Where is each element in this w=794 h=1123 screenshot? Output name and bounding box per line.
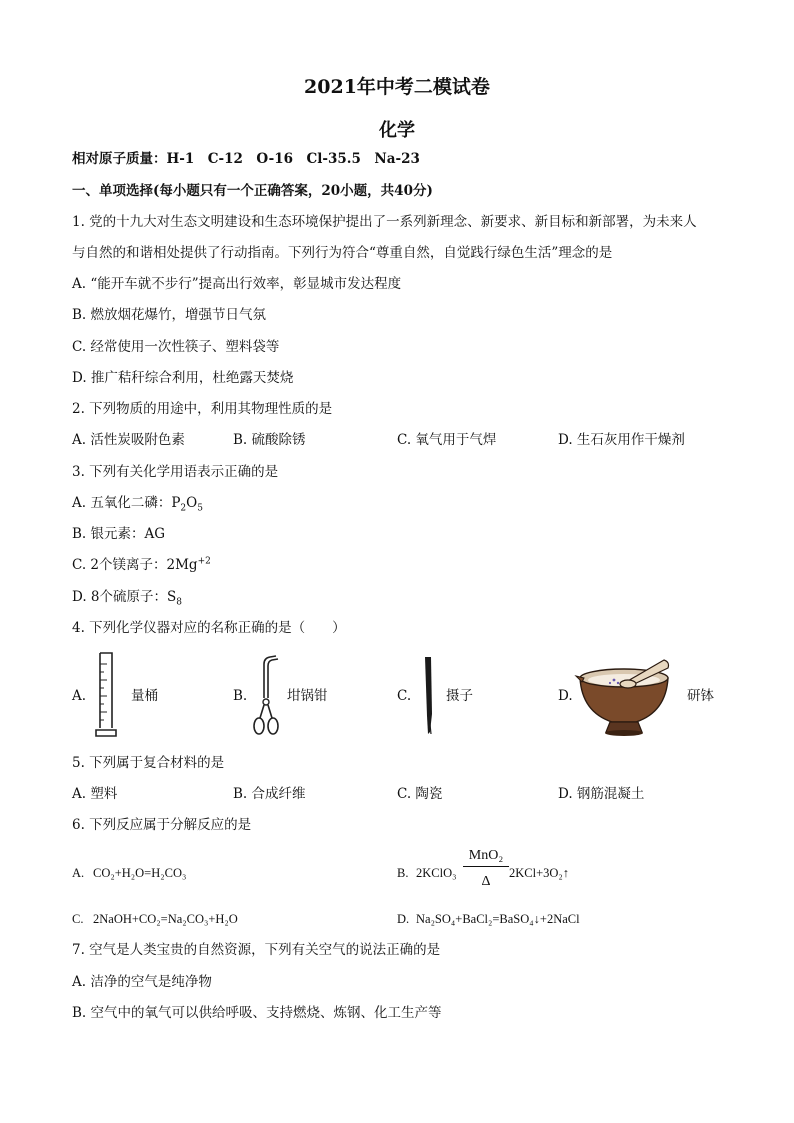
q2-option-d: D. 生石灰用作干燥剂: [558, 432, 685, 448]
q1-stem-line1: 1. 党的十九大对生态文明建设和生态环境保护提出了一系列新理念、新要求、新目标和新部署，为未来人: [72, 214, 697, 230]
q2-option-b: B. 硫酸除锈: [233, 432, 306, 448]
q4-option-b-name: 坩锅钳: [287, 688, 328, 704]
crucible-tongs-icon: [250, 654, 282, 738]
q6-option-b-reactant: 2KClO₃: [416, 866, 457, 880]
q5-option-d: D. 钢筋混凝土: [558, 786, 645, 802]
q3-option-c: C. 2个镁离子：$2Mg^{+2}$: [72, 556, 211, 573]
q6-option-b-arrow-line: [463, 866, 509, 867]
q1-option-b: B. 燃放烟花爆竹，增强节日气氛: [72, 307, 267, 323]
q7-stem: 7. 空气是人类宝贵的自然资源，下列有关空气的说法正确的是: [72, 942, 441, 958]
q1-option-a: A. “能开车就不步行”提高出行效率，彰显城市发达程度: [72, 276, 402, 292]
q6-option-b-label: B.: [397, 866, 409, 880]
q6-option-c-equation: 2NaOH+CO₂=Na₂CO₃+H₂O: [93, 912, 238, 926]
q2-option-a: A. 活性炭吸附色素: [72, 432, 185, 448]
q7-option-a: A. 洁净的空气是纯净物: [72, 974, 212, 990]
q3-option-a: A. 五氧化二磷：$P_2O_5$: [72, 495, 203, 514]
q7-option-b: B. 空气中的氧气可以供给呼吸、支持燃烧、炼钢、化工生产等: [72, 1005, 442, 1021]
q1-option-d: D. 推广秸秆综合利用，杜绝露天焚烧: [72, 370, 294, 386]
q2-stem: 2. 下列物质的用途中，利用其物理性质的是: [72, 401, 333, 417]
q5-option-b: B. 合成纤维: [233, 786, 306, 802]
q5-option-a: A. 塑料: [72, 786, 118, 802]
q6-option-b-catalyst: MnO₂: [468, 848, 504, 863]
q3-option-d: D. 8个硫原子：$S_8$: [72, 589, 182, 608]
q6-option-a-equation: CO₂+H₂O=H₂CO₃: [93, 866, 187, 880]
q2-option-c: C. 氧气用于气焊: [397, 432, 497, 448]
q1-option-c: C. 经常使用一次性筷子、塑料袋等: [72, 339, 280, 355]
q1-stem-line2: 与自然的和谐相处提供了行动指南。下列行为符合“尊重自然，自觉践行绿色生活”理念的是: [72, 245, 613, 261]
q3-stem: 3. 下列有关化学用语表示正确的是: [72, 464, 279, 480]
q3-option-b: B. 银元素：AG: [72, 526, 166, 542]
q4-option-c-letter: C.: [397, 688, 412, 704]
q4-option-d-name: 研钵: [687, 688, 714, 704]
atomic-masses: 相对原子质量：H-1 C-12 O-16 Cl-35.5 Na-23: [72, 151, 420, 167]
q4-stem: 4. 下列化学仪器对应的名称正确的是（ ）: [72, 620, 346, 636]
q6-option-d-equation: Na₂SO₄+BaCl₂=BaSO₄↓+2NaCl: [416, 912, 580, 926]
page-title: 2021年中考二模试卷: [304, 76, 490, 98]
q5-stem: 5. 下列属于复合材料的是: [72, 755, 225, 771]
q4-option-a-letter: A.: [72, 688, 87, 704]
q4-option-b-letter: B.: [233, 688, 248, 704]
q4-option-d-letter: D.: [558, 688, 573, 704]
graduated-cylinder-icon: [94, 650, 124, 738]
q5-option-c: C. 陶瓷: [397, 786, 443, 802]
section-heading: 一、单项选择(每小题只有一个正确答案，20小题，共40分): [72, 183, 433, 199]
q4-option-c-name: 摄子: [446, 688, 473, 704]
q6-option-b-products: 2KCl+3O₂↑: [509, 866, 570, 880]
q6-option-c-label: C.: [72, 912, 84, 926]
q6-option-a-label: A.: [72, 866, 85, 880]
q6-option-b-condition: Δ: [481, 874, 491, 889]
tweezers-icon: [418, 654, 440, 738]
subject-title: 化学: [379, 120, 415, 141]
q4-option-a-name: 量桶: [131, 688, 158, 704]
q6-option-d-label: D.: [397, 912, 410, 926]
mortar-pestle-icon: [574, 656, 674, 738]
q6-stem: 6. 下列反应属于分解反应的是: [72, 817, 252, 833]
